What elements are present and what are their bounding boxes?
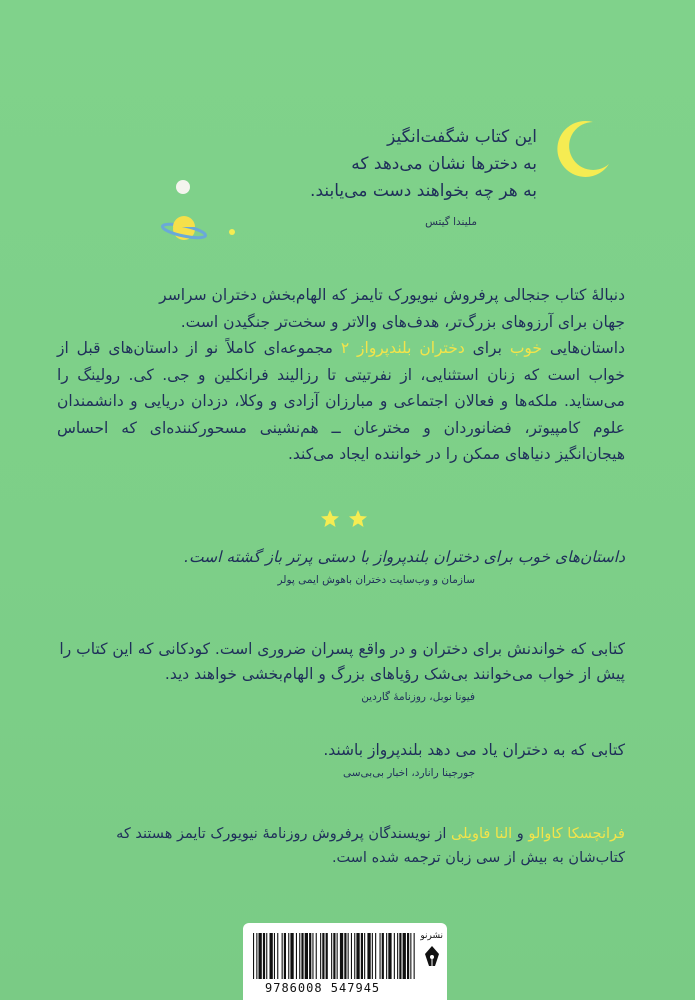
review-quote bbox=[57, 545, 625, 586]
description-text: داستان‌هایی bbox=[549, 339, 625, 357]
barcode-bar bbox=[414, 933, 415, 979]
barcode-bar bbox=[364, 933, 365, 979]
barcode-bar bbox=[266, 933, 267, 979]
top-quote-line: این کتاب شگفت‌انگیز bbox=[387, 127, 537, 147]
barcode-bar bbox=[397, 933, 398, 979]
barcode-bar bbox=[386, 933, 387, 979]
barcode-bar bbox=[277, 933, 278, 979]
barcode-bar bbox=[372, 933, 373, 979]
barcode-bar bbox=[263, 933, 265, 979]
description-text: مجموعه‌ای کاملاً نو از داستان‌های قبل از خواب است که زنان استثنایی، از نفرتیتی تا رزالیند فرانکلین و جی. کی. رولینگ را می‌ستاید. ملکه‌ها و فعالان اجتماعی و مبارزان آزادی و وکلا، دزدان دریایی و دانشمندان علوم کامپیوتر، فضانوردان و مخترعان ــ هم‌نشینی مسحورکننده‌ای که احساس هیجان‌انگیز دنیاهای ممکن را در خواننده ایجاد می‌کند. bbox=[57, 339, 625, 463]
barcode-bar bbox=[312, 933, 313, 979]
barcode-bar bbox=[301, 933, 303, 979]
description-line: جهان برای آرزوهای بزرگ‌تر، هدف‌های والاتر و سخت‌تر جنگیدن است. bbox=[180, 312, 625, 331]
review-author: سازمان و وب‌سایت دختران باهوش ایمی پولر bbox=[277, 574, 475, 586]
barcode-bar bbox=[361, 933, 363, 979]
publisher-name: نشرنو bbox=[420, 931, 443, 941]
barcode-bar bbox=[288, 933, 289, 979]
barcode-bar bbox=[284, 933, 286, 979]
author-name: النا فاویلی bbox=[451, 826, 513, 842]
barcode-bar bbox=[340, 933, 343, 979]
barcode-bar bbox=[253, 933, 254, 979]
review-quote bbox=[57, 637, 625, 703]
pen-nib-icon bbox=[424, 945, 440, 967]
barcode-bar bbox=[399, 933, 401, 979]
publisher bbox=[421, 931, 443, 971]
barcode-bar bbox=[410, 933, 411, 979]
barcode-bar bbox=[296, 933, 297, 979]
barcode-bar bbox=[274, 933, 275, 979]
barcode-bar bbox=[256, 933, 257, 979]
authors-note-text: و bbox=[516, 826, 524, 842]
authors-note bbox=[57, 822, 625, 870]
top-quote-line: به هر چه بخواهند دست می‌یابند. bbox=[310, 181, 537, 201]
barcode-bar bbox=[299, 933, 300, 979]
crescent-moon-icon bbox=[553, 118, 611, 180]
description-line: دنبالهٔ کتاب جنجالی پرفروش نیویورک تایمز که الهام‌بخش دختران سراسر bbox=[159, 286, 625, 304]
barcode-bar bbox=[322, 933, 324, 979]
barcode-bar bbox=[259, 933, 262, 979]
barcode-bar bbox=[333, 933, 335, 979]
barcode-bar bbox=[331, 933, 332, 979]
barcode-panel bbox=[243, 923, 447, 1000]
description-text: برای bbox=[472, 339, 502, 357]
top-quote bbox=[117, 124, 537, 236]
description bbox=[57, 282, 625, 468]
barcode-bar bbox=[403, 933, 406, 979]
barcode-bar bbox=[382, 933, 384, 979]
barcode-bar bbox=[394, 933, 395, 979]
barcode-bar bbox=[320, 933, 321, 979]
barcode-bar bbox=[290, 933, 293, 979]
barcode-bar bbox=[309, 933, 311, 979]
barcode-bar bbox=[270, 933, 273, 979]
review-text: کتابی که به دختران یاد می دهد بلندپرواز باشند. bbox=[323, 741, 625, 759]
barcode-bar bbox=[305, 933, 308, 979]
barcode bbox=[251, 933, 419, 979]
barcode-bar bbox=[316, 933, 317, 979]
barcode-bar bbox=[356, 933, 359, 979]
authors-note-text: از نویسندگان پرفروش روزنامهٔ نیویورک تایمز هستند که کتاب‌شان به بیش از سی زبان ترجمه شده است. bbox=[116, 826, 625, 866]
isbn-number: 9786008 547945 bbox=[265, 981, 381, 995]
review-author: فیونا نوبل، روزنامهٔ گاردین bbox=[361, 691, 475, 703]
description-paragraph bbox=[57, 335, 625, 468]
top-quote-line: به دخترها نشان می‌دهد که bbox=[351, 154, 537, 174]
barcode-bar bbox=[375, 933, 376, 979]
barcode-bar bbox=[351, 933, 352, 979]
barcode-bar bbox=[367, 933, 370, 979]
barcode-bar bbox=[407, 933, 409, 979]
barcode-bar bbox=[348, 933, 349, 979]
two-stars-icon bbox=[320, 508, 370, 528]
barcode-bar bbox=[380, 933, 381, 979]
review-quote bbox=[57, 738, 625, 779]
barcode-bar bbox=[337, 933, 338, 979]
review-text: کتابی که خواندنش برای دختران و در واقع پسران ضروری است. کودکانی که این کتاب را پیش از خواب می‌خوانند بی‌شک رؤیاهای بزرگ و الهام‌بخشی خواهند دید. bbox=[59, 640, 625, 683]
author-name: فرانچسکا کاوالو bbox=[528, 826, 625, 842]
book-title-highlight: دختران بلندپرواز ۲ bbox=[340, 339, 465, 357]
review-text: داستان‌های خوب برای دختران بلندپرواز با دستی پرتر باز گشته است. bbox=[184, 548, 625, 566]
highlight-word: خوب bbox=[509, 339, 542, 357]
barcode-bar bbox=[354, 933, 355, 979]
barcode-bar bbox=[282, 933, 283, 979]
barcode-bar bbox=[326, 933, 328, 979]
top-quote-author: ملیندا گیتس bbox=[425, 216, 477, 228]
barcode-bar bbox=[344, 933, 346, 979]
barcode-bar bbox=[388, 933, 391, 979]
review-author: جورجینا رانارد، اخبار بی‌بی‌سی bbox=[342, 767, 475, 779]
